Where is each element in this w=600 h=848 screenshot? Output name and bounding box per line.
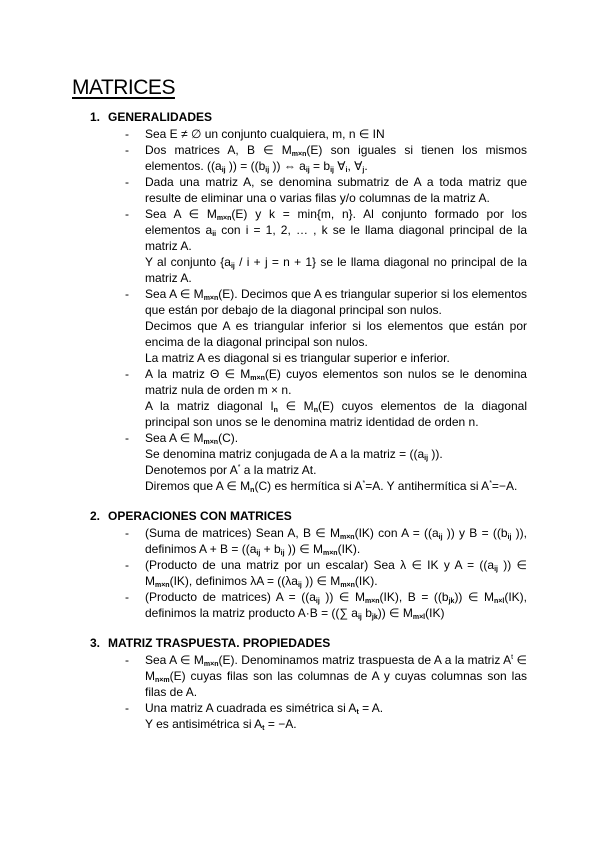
list-item-text: Sea E ≠ ∅ un conjunto cualquiera, m, n ∈ IN	[145, 127, 385, 141]
list-item	[0, 525, 527, 557]
list-item-text: Sea A ∈ $M_{m\times n}(E)$. Decimos que A es triangular superior si los elementos que están por debajo de la diagonal principal son nulos.	[145, 287, 528, 317]
list-item-text: Denotemos por A* a la matriz At.	[145, 463, 317, 477]
list-item-text: Una matriz A cuadrada es simétrica si $A_t = A$.	[145, 701, 384, 716]
section-items	[0, 126, 600, 494]
bullet-dash: -	[125, 526, 129, 540]
bullet-dash: -	[125, 558, 129, 572]
section-heading: 2. OPERACIONES CON MATRICES	[90, 509, 292, 523]
list-item	[0, 589, 527, 621]
list-item-text: A la matriz Θ ∈ $M_{m\times n}(E)$ cuyos elementos son nulos se le denomina matriz nula de orden m × n.	[145, 367, 527, 397]
list-item	[0, 430, 527, 494]
document-title: MATRICES	[72, 76, 175, 99]
bullet-dash: -	[125, 431, 129, 445]
list-item-text: Sea A ∈ $M_{m\times n}(E)$ y k = min{m, n}. Al conjunto formado por los elementos $a_{ii}$ con i = 1, 2, … , k se le llama diagonal principal de la matriz A.	[145, 207, 527, 253]
section-heading: 1. GENERALIDADES	[90, 110, 213, 124]
bullet-dash: -	[125, 590, 129, 604]
list-item-text: Decimos que A es triangular inferior si los elementos que están por encima de la diagonal principal son nulos.	[145, 319, 527, 349]
list-item-text: Y al conjunto $\{a_{ij} / i + j = n + 1\}$ se le llama diagonal no principal de la matriz A.	[145, 255, 527, 285]
bullet-dash: -	[125, 127, 129, 141]
list-item	[0, 652, 527, 700]
list-item-text: Diremos que A ∈ $M_n(C)$ es hermítica si A*=A. Y antihermítica si A*=−A.	[145, 479, 518, 494]
list-item-text: La matriz A es diagonal si es triangular superior e inferior.	[145, 351, 450, 365]
list-item	[0, 366, 527, 430]
bullet-dash: -	[125, 367, 129, 381]
list-item	[0, 126, 527, 142]
bullet-dash: -	[125, 701, 129, 715]
list-item-text: Sea A ∈ $M_{m\times n}(C)$.	[145, 431, 239, 446]
list-item	[0, 286, 527, 366]
bullet-dash: -	[125, 143, 129, 157]
section-items	[0, 652, 600, 732]
section-items	[0, 525, 600, 621]
list-item	[0, 174, 527, 206]
bullet-dash: -	[125, 175, 129, 189]
list-item	[0, 700, 527, 732]
list-item	[0, 142, 527, 174]
list-item-text: (Suma de matrices) Sean A, B ∈ $M_{m\times n}(IK)$ con $A = ((a_{ij}$ )) y $B = ((b_{ij}$ )), definimos $A + B = ((a_{ij} + b_{ij}$ )) ∈ $M_{m\times n}(IK)$.	[145, 526, 527, 557]
bullet-dash: -	[125, 207, 129, 221]
list-item-text: (Producto de matrices) $A = ((a_{ij}$ )) ∈ $M_{m\times n}(IK)$, $B = ((b_{jk}))$ ∈ $M_{n\times l}(IK)$, definimos la matriz producto A·B = ((∑ $a_{ij}$ $b_{jk}$)) ∈ $M_{m\times l}(IK)$	[145, 590, 527, 621]
list-item	[0, 206, 527, 286]
list-item-text: A la matriz diagonal $I_n$ ∈ $M_n(E)$ cuyos elementos de la diagonal principal son unos se le denomina matriz identidad de orden n.	[145, 399, 527, 429]
list-item-text: Dada una matriz A, se denomina submatriz de A a toda matriz que resulte de eliminar una o varias filas y/o columnas de la matriz A.	[145, 175, 527, 205]
section-heading: 3. MATRIZ TRASPUESTA. PROPIEDADES	[90, 636, 331, 650]
list-item-text: Se denomina matriz conjugada de A a la matriz = (($a_{ij}$ )).	[145, 447, 443, 462]
bullet-dash: -	[125, 287, 129, 301]
list-item-text: Sea A ∈ $M_{m\times n}(E)$. Denominamos matriz traspuesta de A a la matriz $A^t$ ∈ $M_{n\times m}(E)$ cuyas filas son las columnas de A y cuyas columnas son las filas de A.	[145, 653, 528, 699]
list-item-text: Dos matrices A, B ∈ $M_{m\times n}(E)$ son iguales si tienen los mismos elementos. (($a_{ij}$ )) = (($b_{ij}$ )) ⇔ $a_{ij} = b_{ij}$ $\forall_i$, $\forall_j$.	[145, 143, 527, 174]
list-item-text: Y es antisimétrica si $A_t = -A$.	[145, 717, 297, 732]
list-item-text: (Producto de una matriz por un escalar) Sea λ ∈ IK y $A = ((a_{ij}$ )) ∈ $M_{m\times n}(IK)$, definimos $\lambda A = ((\lambda a_{ij}$ )) ∈ $M_{m\times n}(IK)$.	[145, 558, 527, 589]
list-item	[0, 557, 527, 589]
bullet-dash: -	[125, 653, 129, 667]
